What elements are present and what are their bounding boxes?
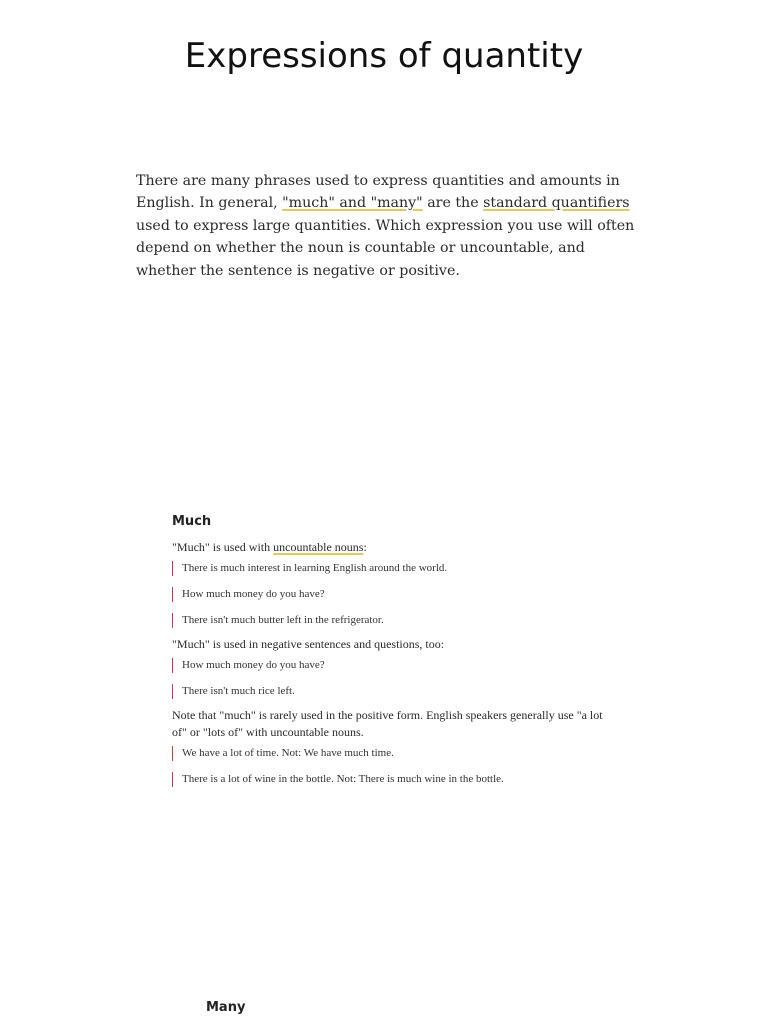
much-para-3: Note that "much" is rarely used in the positive form. English speakers generally use "a lot of" or "lots of" with uncountable nouns. bbox=[172, 708, 603, 739]
intro-paragraph bbox=[136, 170, 636, 282]
much-para-1-after: : bbox=[363, 540, 367, 554]
page-title: Expressions of quantity bbox=[184, 36, 584, 76]
uncountable-nouns-link[interactable]: uncountable nouns bbox=[273, 540, 364, 554]
standard-quantifiers-link[interactable]: standard quantifiers bbox=[483, 195, 630, 212]
much-section bbox=[172, 512, 612, 795]
example-quote: There isn't much rice left. bbox=[172, 684, 612, 699]
many-heading: Many bbox=[206, 1000, 246, 1015]
intro-text-1: There are many phrases used to express quantities and amounts in English. In general, bbox=[136, 173, 620, 212]
intro-text-2: are the bbox=[422, 195, 484, 212]
much-many-link[interactable]: "much" and "many" bbox=[282, 195, 423, 212]
example-quote: How much money do you have? bbox=[172, 587, 612, 602]
much-para-1 bbox=[172, 539, 612, 556]
example-quote: We have a lot of time. Not: We have much time. bbox=[172, 746, 612, 761]
example-quote: There isn't much butter left in the refrigerator. bbox=[172, 613, 612, 628]
much-para-2: "Much" is used in negative sentences and questions, too: bbox=[172, 637, 445, 651]
much-heading: Much bbox=[172, 514, 212, 529]
example-quote: How much money do you have? bbox=[172, 658, 612, 673]
intro-text-3: used to express large quantities. Which expression you use will often depend on whether the noun is countable or uncountable, and whether the sentence is negative or positive. bbox=[136, 217, 635, 279]
example-quote: There is much interest in learning English around the world. bbox=[172, 561, 612, 576]
example-quote: There is a lot of wine in the bottle. Not: There is much wine in the bottle. bbox=[172, 772, 612, 787]
much-para-1-before: "Much" is used with bbox=[172, 540, 274, 554]
